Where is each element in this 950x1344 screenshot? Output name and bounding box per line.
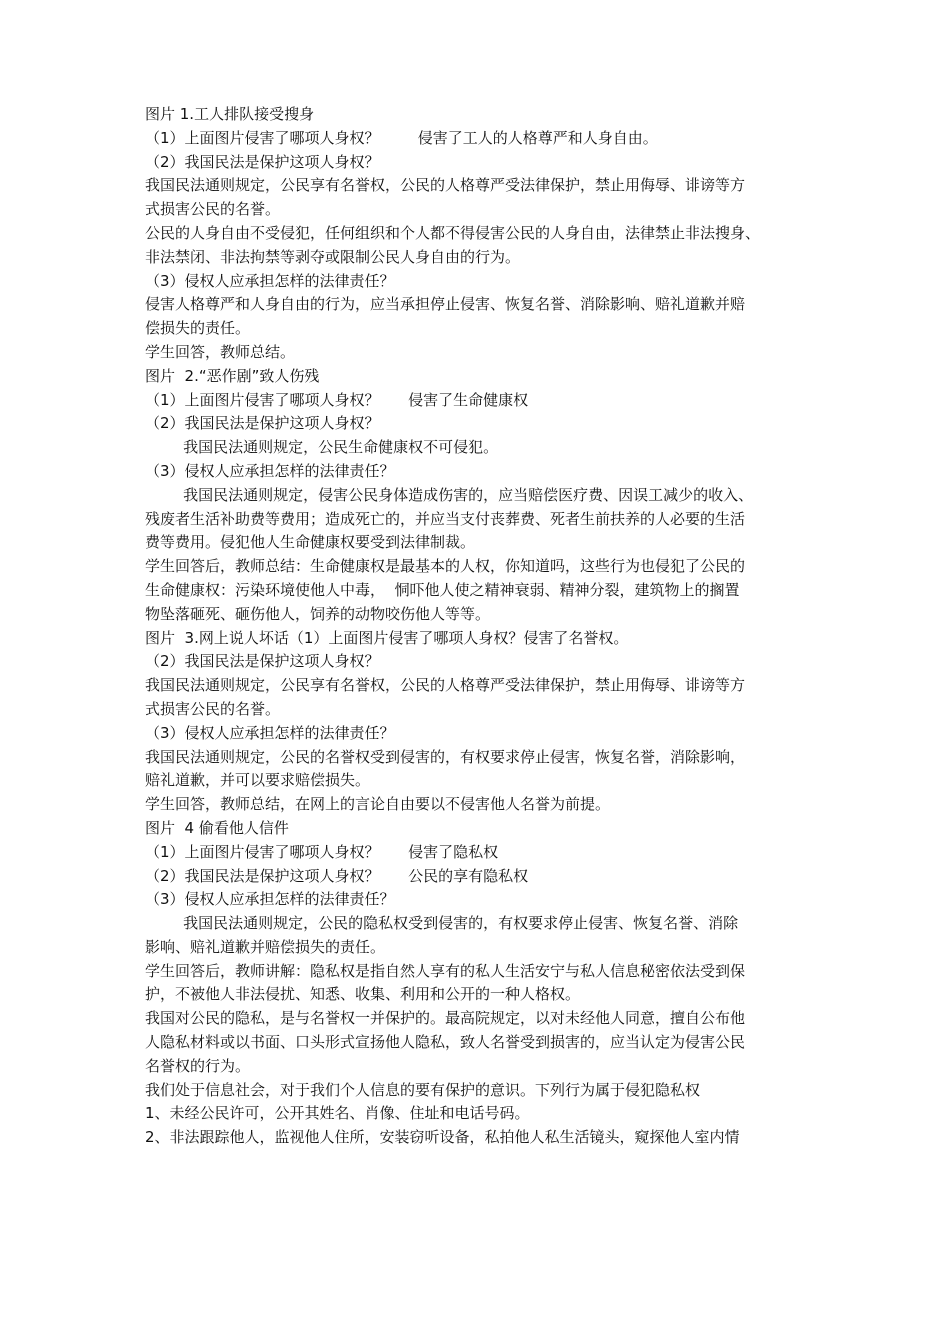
text-line: 学生回答，教师总结，在网上的言论自由要以不侵害他人名誉为前提。 [145, 795, 611, 814]
text-line: 我国民法通则规定，侵害公民身体造成伤害的，应当赔偿医疗费、因误工减少的收入、 [145, 485, 754, 504]
text-line: 图片 4 偷看他人信件 [145, 818, 289, 837]
text-line: 物坠落砸死、砸伤他人，饲养的动物咬伤他人等等。 [145, 604, 491, 623]
text-line: 我国民法通则规定，公民享有名誉权，公民的人格尊严受法律保护，禁止用侮辱、诽谤等方 [145, 676, 746, 695]
text-line: 费等费用。侵犯他人生命健康权要受到法律制裁。 [145, 533, 476, 552]
text-line: 我国民法通则规定，公民的隐私权受到侵害的，有权要求停止侵害、恢复名誉、消除 [145, 914, 739, 933]
text-line: 偿损失的责任。 [145, 319, 251, 338]
text-line: 我们处于信息社会，对于我们个人信息的要有保护的意识。下列行为属于侵犯隐私权 [145, 1080, 701, 1099]
text-line: （3）侵权人应承担怎样的法律责任？ [145, 890, 395, 909]
text-line: 影响、赔礼道歉并赔偿损失的责任。 [145, 937, 386, 956]
text-line: （2）我国民法是保护这项人身权？ [145, 414, 380, 433]
text-line: 图片 1.工人排队接受搜身 [145, 105, 315, 123]
text-line: （2）我国民法是保护这项人身权？ [145, 152, 380, 171]
text-line: 图片 3.网上说人坏话（1）上面图片侵害了哪项人身权？侵害了名誉权。 [145, 628, 629, 647]
text-line: 式损害公民的名誉。 [145, 699, 281, 718]
text-line: （3）侵权人应承担怎样的法律责任？ [145, 723, 395, 742]
text-line: 护，不被他人非法侵扰、知悉、收集、利用和公开的一种人格权。 [145, 985, 581, 1004]
text-line: 我国对公民的隐私，是与名誉权一并保护的。最高院规定，以对未经他人同意，擅自公布他 [145, 1009, 746, 1028]
text-line: 我国民法通则规定，公民生命健康权不可侵犯。 [145, 438, 499, 457]
text-line: 我国民法通则规定，公民的名誉权受到侵害的，有权要求停止侵害，恢复名誉，消除影响， [145, 747, 746, 766]
text-line: 名誉权的行为。 [145, 1056, 251, 1075]
text-line: （1）上面图片侵害了哪项人身权？ 侵害了隐私权 [145, 842, 499, 861]
text-line: （1）上面图片侵害了哪项人身权？ 侵害了生命健康权 [145, 390, 529, 409]
text-line: 非法禁闭、非法拘禁等剥夺或限制公民人身自由的行为。 [145, 247, 521, 266]
text-line: 公民的人身自由不受侵犯，任何组织和个人都不得侵害公民的人身自由，法律禁止非法搜身、 [145, 223, 761, 242]
text-line: 生命健康权：污染环境使他人中毒， 恫吓他人使之精神衰弱、精神分裂，建筑物上的搁置 [145, 580, 740, 599]
text-line: 图片 2.“恶作剧”致人伤残 [145, 366, 320, 385]
text-line: 人隐私材料或以书面、口头形式宣扬他人隐私，致人名誉受到损害的，应当认定为侵害公民 [145, 1033, 746, 1052]
text-line: 侵害人格尊严和人身自由的行为，应当承担停止侵害、恢复名誉、消除影响、赔礼道歉并赔 [145, 295, 746, 314]
text-line: 2、非法跟踪他人，监视他人住所，安装窃听设备，私拍他人私生活镜头，窥探他人室内情 [145, 1128, 740, 1147]
text-line: 1、未经公民许可，公开其姓名、肖像、住址和电话号码。 [145, 1104, 530, 1123]
text-line: 我国民法通则规定，公民享有名誉权，公民的人格尊严受法律保护，禁止用侮辱、诽谤等方 [145, 176, 746, 195]
text-line: 残废者生活补助费等费用；造成死亡的，并应当支付丧葬费、死者生前扶养的人必要的生活 [145, 509, 746, 528]
text-line: （2）我国民法是保护这项人身权？ 公民的享有隐私权 [145, 866, 529, 885]
text-line: （3）侵权人应承担怎样的法律责任？ [145, 461, 395, 480]
text-line: （1）上面图片侵害了哪项人身权？ 侵害了工人的人格尊严和人身自由。 [145, 128, 658, 147]
document-body [145, 103, 813, 1150]
text-line: 学生回答后，教师讲解：隐私权是指自然人享有的私人生活安宁与私人信息秘密依法受到保 [145, 961, 746, 980]
text-line: 赔礼道歉，并可以要求赔偿损失。 [145, 771, 371, 790]
text-line: 学生回答后，教师总结：生命健康权是最基本的人权，你知道吗，这些行为也侵犯了公民的 [145, 557, 746, 576]
text-line: 学生回答，教师总结。 [145, 342, 296, 361]
text-line: 式损害公民的名誉。 [145, 200, 281, 219]
text-line: （2）我国民法是保护这项人身权？ [145, 652, 380, 671]
text-line: （3）侵权人应承担怎样的法律责任？ [145, 271, 395, 290]
